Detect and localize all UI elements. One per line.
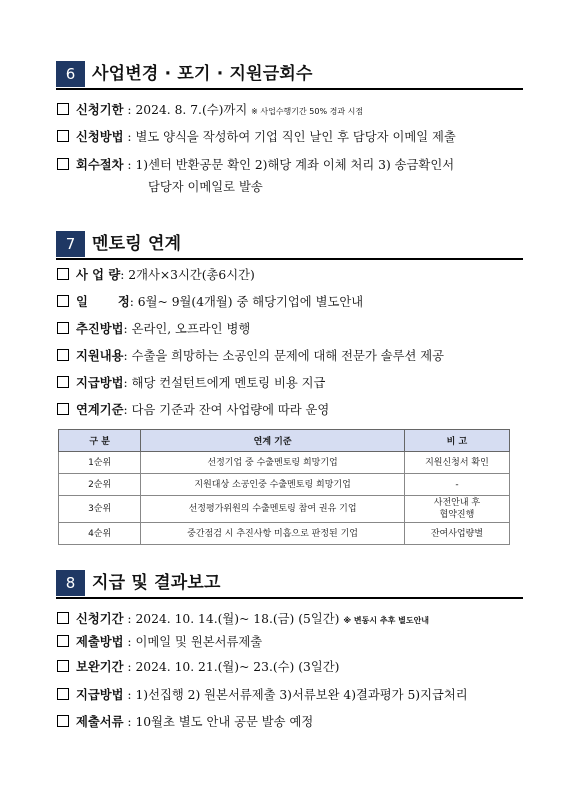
table-cell: 선정기업 중 수출멘토링 희망기업	[141, 452, 405, 474]
list-item: 지원내용: 수출을 희망하는 소공인의 문제에 대해 전문가 솔루션 제공	[57, 347, 444, 365]
item-text: 이메일 및 원본서류제출	[135, 635, 263, 649]
item-label: 신청기간	[76, 612, 124, 626]
list-item: 회수절차 : 1)센터 반환공문 확인 2)해당 계좌 이체 처리 3) 송금확인서	[57, 156, 454, 174]
item-text: 해당 컨설턴트에게 멘토링 비용 지급	[131, 376, 326, 390]
table-cell: 1순위	[59, 452, 141, 474]
item-label: 추진방법	[76, 322, 124, 336]
table-cell: -	[404, 474, 509, 496]
table-cell: 선정평가위원의 수출멘토링 참여 권유 기업	[141, 496, 405, 523]
checkbox-square-icon	[57, 376, 69, 388]
section-rule	[56, 258, 523, 260]
item-text: 1)센터 반환공문 확인 2)해당 계좌 이체 처리 3) 송금확인서	[135, 158, 455, 172]
table-cell: 잔여사업량별	[404, 523, 509, 545]
cell-line: 사전안내 후	[433, 498, 481, 508]
section-8-header	[56, 570, 523, 596]
list-item: 신청기한 : 2024. 8. 7.(수)까지 ※ 사업수행기간 50% 경과 시점	[57, 101, 363, 121]
section-rule	[56, 88, 523, 90]
item-label: 일 정	[76, 295, 130, 309]
section-6-header	[56, 61, 523, 87]
section-title: 지급 및 결과보고	[92, 573, 221, 593]
list-item: 신청방법 : 별도 양식을 작성하여 기업 직인 날인 후 담당자 이메일 제출	[57, 128, 456, 146]
item-label: 지원내용	[76, 349, 124, 363]
item-label: 지급방법	[76, 688, 124, 702]
table-header-row	[59, 430, 510, 452]
checkbox-square-icon	[57, 612, 69, 624]
table-row	[59, 496, 510, 523]
item-label: 제출방법	[76, 635, 124, 649]
section-number: 6	[56, 61, 85, 87]
checkbox-square-icon	[57, 322, 69, 334]
item-text: 온라인, 오프라인 병행	[131, 322, 251, 336]
section-7-header	[56, 231, 523, 257]
table-cell: 중간점검 시 추진사항 미흡으로 판정된 기업	[141, 523, 405, 545]
item-label: 제출서류	[76, 715, 124, 729]
table-cell: 지원신청서 확인	[404, 452, 509, 474]
item-text: 별도 양식을 작성하여 기업 직인 날인 후 담당자 이메일 제출	[135, 130, 456, 144]
column-header: 비 고	[404, 430, 509, 452]
list-item: 신청기간 : 2024. 10. 14.(월)~ 18.(금) (5일간) ※ 변동시 추후 별도안내	[57, 610, 429, 630]
list-item: 제출서류 : 10월초 별도 안내 공문 발송 예정	[57, 713, 313, 731]
checkbox-square-icon	[57, 715, 69, 727]
item-text: 10월초 별도 안내 공문 발송 예정	[135, 715, 314, 729]
checkbox-square-icon	[57, 688, 69, 700]
table-cell: 3순위	[59, 496, 141, 523]
item-note: ※ 변동시 추후 별도안내	[343, 616, 430, 625]
linkage-criteria-table	[58, 429, 510, 545]
list-item: 연계기준: 다음 기준과 잔여 사업량에 따라 운영	[57, 401, 329, 419]
item-text: 2024. 10. 14.(월)~ 18.(금) (5일간)	[135, 612, 340, 626]
list-item: 사 업 량: 2개사×3시간(총6시간)	[57, 266, 255, 284]
checkbox-square-icon	[57, 660, 69, 672]
item-note: ※ 사업수행기간 50% 경과 시점	[251, 107, 364, 116]
table-row	[59, 474, 510, 496]
item-label: 신청방법	[76, 130, 124, 144]
table-row	[59, 523, 510, 545]
item-text: 6월~ 9월(4개월) 중 해당기업에 별도안내	[137, 295, 364, 309]
item-label: 신청기한	[76, 103, 124, 117]
checkbox-square-icon	[57, 130, 69, 142]
checkbox-square-icon	[57, 158, 69, 170]
table-cell	[404, 496, 509, 523]
item-text: 2024. 8. 7.(수)까지	[135, 103, 248, 117]
list-item: 제출방법 : 이메일 및 원본서류제출	[57, 633, 262, 651]
list-item: 추진방법: 온라인, 오프라인 병행	[57, 320, 250, 338]
list-item: 일 정: 6월~ 9월(4개월) 중 해당기업에 별도안내	[57, 293, 363, 311]
list-item: 지급방법 : 1)선집행 2) 원본서류제출 3)서류보완 4)결과평가 5)지급처리	[57, 686, 468, 704]
list-item: 보완기간 : 2024. 10. 21.(월)~ 23.(수) (3일간)	[57, 658, 339, 676]
item-label: 보완기간	[76, 660, 124, 674]
checkbox-square-icon	[57, 349, 69, 361]
table-row	[59, 452, 510, 474]
item-text: 2개사×3시간(총6시간)	[128, 268, 255, 282]
checkbox-square-icon	[57, 403, 69, 415]
column-header: 구 분	[59, 430, 141, 452]
item-text: 1)선집행 2) 원본서류제출 3)서류보완 4)결과평가 5)지급처리	[135, 688, 468, 702]
table-cell: 2순위	[59, 474, 141, 496]
item-text: 수출을 희망하는 소공인의 문제에 대해 전문가 솔루션 제공	[131, 349, 445, 363]
section-number: 7	[56, 231, 85, 257]
section-rule	[56, 597, 523, 599]
item-label: 지급방법	[76, 376, 124, 390]
section-title: 사업변경 · 포기 · 지원금회수	[92, 64, 313, 84]
checkbox-square-icon	[57, 103, 69, 115]
item-label: 연계기준	[76, 403, 124, 417]
item-continuation: 담당자 이메일로 발송	[148, 180, 263, 194]
item-label: 사 업 량	[76, 268, 121, 282]
section-number: 8	[56, 570, 85, 596]
item-text: 다음 기준과 잔여 사업량에 따라 운영	[131, 403, 330, 417]
checkbox-square-icon	[57, 635, 69, 647]
checkbox-square-icon	[57, 295, 69, 307]
table-cell: 지원대상 소공인중 수출멘토링 희망기업	[141, 474, 405, 496]
item-label: 회수절차	[76, 158, 124, 172]
table-cell: 4순위	[59, 523, 141, 545]
column-header: 연계 기준	[141, 430, 405, 452]
item-text: 2024. 10. 21.(월)~ 23.(수) (3일간)	[135, 660, 340, 674]
section-title: 멘토링 연계	[92, 234, 182, 254]
cell-line: 협약진행	[439, 510, 475, 520]
list-item: 지급방법: 해당 컨설턴트에게 멘토링 비용 지급	[57, 374, 325, 392]
checkbox-square-icon	[57, 268, 69, 280]
